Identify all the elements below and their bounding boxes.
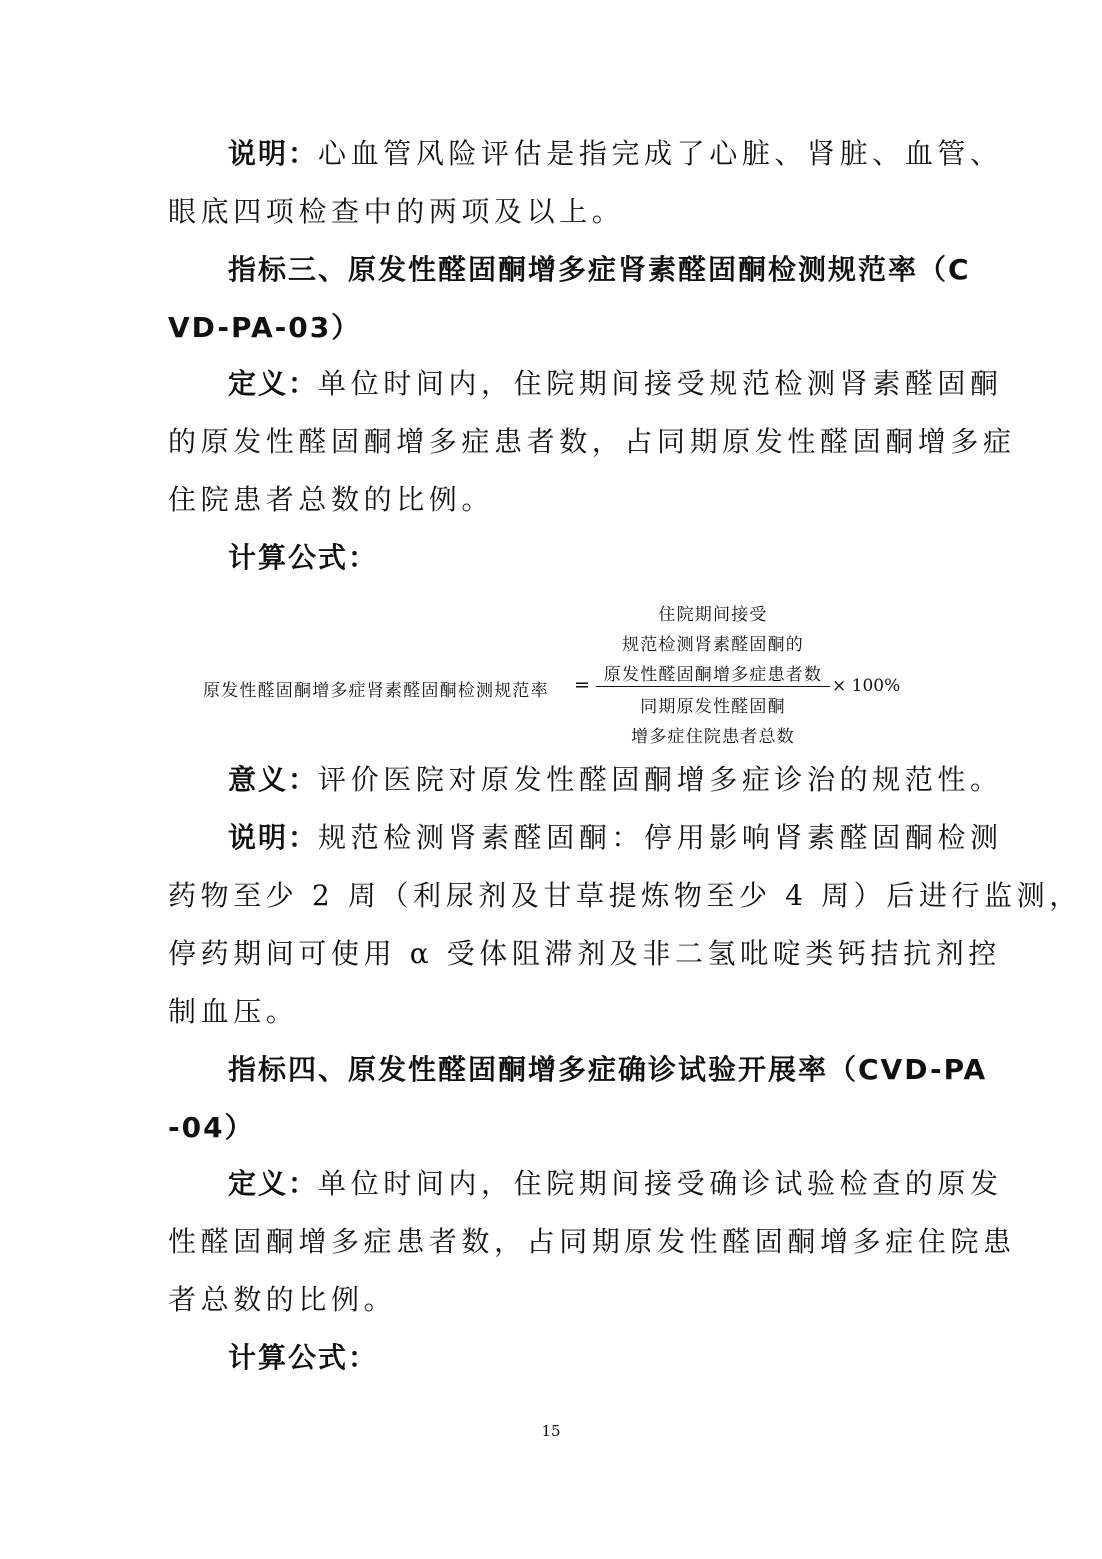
definition-label: 定义： bbox=[228, 1167, 319, 1200]
text-line: 制血压。 bbox=[168, 995, 299, 1028]
formula-lhs: 原发性醛固酮增多症肾素醛固酮检测规范率 bbox=[203, 681, 549, 701]
formula-label: 计算公式： bbox=[228, 541, 379, 574]
indicator-4-heading: 指标四、原发性醛固酮增多症确诊试验开展率（CVD-PA bbox=[228, 1053, 988, 1086]
definition-text: 单位时间内，住院期间接受规范检测肾素醛固酮 bbox=[318, 367, 1003, 400]
indicator-3-heading: 指标三、原发性醛固酮增多症肾素醛固酮检测规范率（C bbox=[228, 253, 971, 286]
formula-denominator-line: 同期原发性醛固酮 bbox=[640, 697, 786, 717]
definition-label: 定义： bbox=[228, 367, 319, 400]
indicator-3-heading-cont: VD-PA-03） bbox=[168, 311, 362, 344]
formula-denominator-line: 增多症住院患者总数 bbox=[631, 727, 795, 747]
note-text: 规范检测肾素醛固酮：停用影响肾素醛固酮检测 bbox=[318, 821, 1003, 854]
indicator-4-heading-cont: -04） bbox=[168, 1111, 255, 1144]
significance-paragraph bbox=[228, 760, 1003, 800]
note-paragraph-2 bbox=[228, 818, 1003, 858]
note-label: 说明： bbox=[228, 821, 319, 854]
formula-multiplier: × 100% bbox=[832, 676, 901, 696]
text-line: 的原发性醛固酮增多症患者数，占同期原发性醛固酮增多症 bbox=[168, 425, 1016, 458]
significance-text: 评价医院对原发性醛固酮增多症诊治的规范性。 bbox=[318, 763, 1003, 796]
text-line: 药物至少 2 周（利尿剂及甘草提炼物至少 4 周）后进行监测， bbox=[168, 879, 1082, 912]
fraction-bar bbox=[596, 686, 830, 687]
text-line: 停药期间可使用 α 受体阻滞剂及非二氢吡啶类钙拮抗剂控 bbox=[168, 937, 1001, 970]
formula-numerator-line: 住院期间接受 bbox=[658, 605, 768, 625]
page-number: 15 bbox=[541, 1422, 561, 1440]
definition-text: 单位时间内，住院期间接受确诊试验检查的原发 bbox=[318, 1167, 1003, 1200]
definition-paragraph-2 bbox=[228, 1164, 1003, 1204]
significance-label: 意义： bbox=[228, 763, 319, 796]
text-line: 眼底四项检查中的两项及以上。 bbox=[168, 195, 625, 228]
formula-numerator-line: 原发性醛固酮增多症患者数 bbox=[603, 665, 823, 685]
text-line: 性醛固酮增多症患者数，占同期原发性醛固酮增多症住院患 bbox=[168, 1225, 1016, 1258]
text-line: 住院患者总数的比例。 bbox=[168, 483, 495, 516]
formula-label: 计算公式： bbox=[228, 1341, 379, 1374]
formula-equals: = bbox=[574, 674, 590, 696]
formula-numerator-line: 规范检测肾素醛固酮的 bbox=[622, 635, 804, 655]
note-label: 说明： bbox=[228, 137, 319, 170]
note-text: 心血管风险评估是指完成了心脏、肾脏、血管、 bbox=[318, 137, 1003, 170]
text-line: 者总数的比例。 bbox=[168, 1283, 397, 1316]
